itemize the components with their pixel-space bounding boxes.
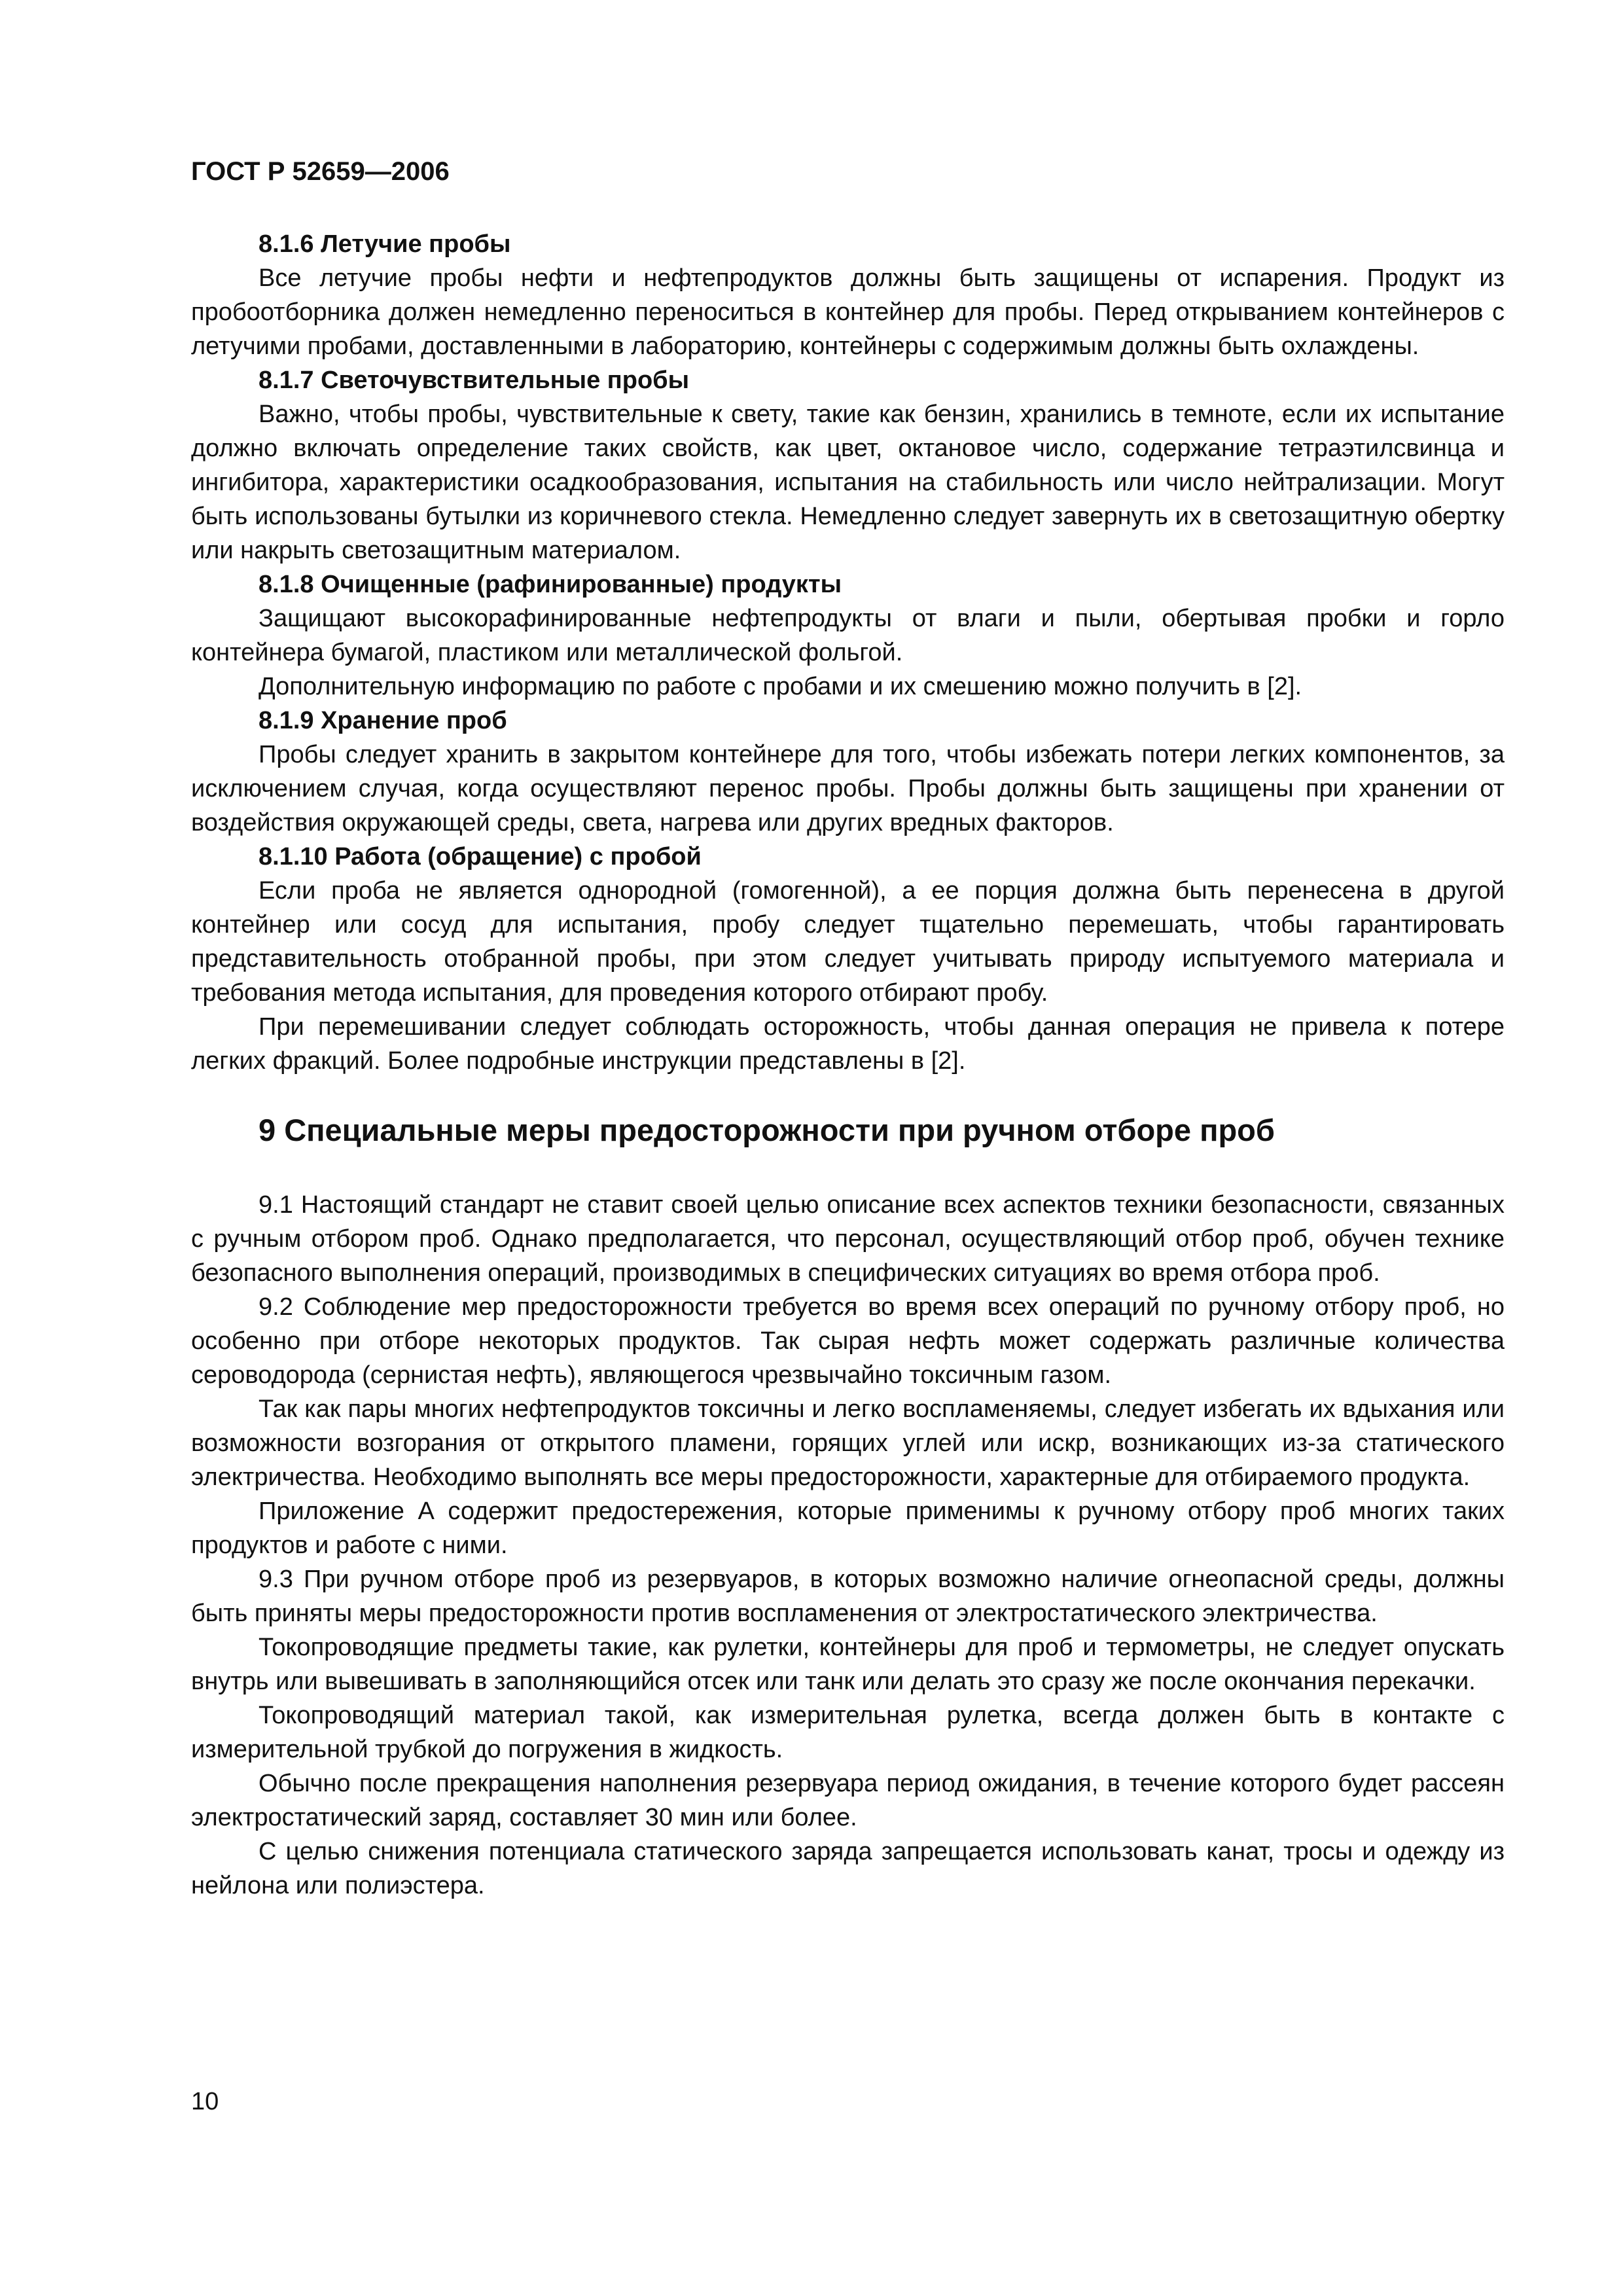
page-number: 10 xyxy=(191,2088,219,2115)
section-9-title: 9 Специальные меры предосторожности при ручном отборе проб xyxy=(259,1113,1275,1147)
paragraph-9-2-annex: Приложение А содержит предостережения, которые применимы к ручному отбору проб многих таких продуктов и работе с ними. xyxy=(191,1498,1505,1559)
paragraph-8-1-7-1: Важно, чтобы пробы, чувствительные к свету, такие как бензин, хранились в темноте, если их испытание должно включать определение таких свойств, как цвет, октановое число, содержание тетраэтилсвинца и ингибитора, характеристики осадкообразования, испытания на стабильность или число нейтрализации. Могут быть использованы бутылки из коричневого стекла. Немедленно следует завернуть их в светозащитную обертку или накрыть светозащитным материалом. xyxy=(191,401,1505,564)
paragraph-9-3-nylon: С целью снижения потенциала статического заряда запрещается использовать канат, тросы и одежду из нейлона или полиэстера. xyxy=(191,1838,1505,1899)
heading-8-1-10: 8.1.10 Работа (обращение) с пробой xyxy=(259,843,702,870)
paragraph-8-1-10-2: При перемешивании следует соблюдать осторожность, чтобы данная операция не привела к потере легких фракций. Более подробные инструкции представлены в [2]. xyxy=(191,1013,1505,1075)
paragraph-8-1-8-2: Дополнительную информацию по работе с пробами и их смешению можно получить в [2]. xyxy=(259,673,1302,700)
heading-8-1-8: 8.1.8 Очищенные (рафинированные) продукты xyxy=(259,571,842,598)
paragraph-9-3-waiting-period: Обычно после прекращения наполнения резервуара период ожидания, в течение которого будет рассеян электростатический заряд, составляет 30 мин или более. xyxy=(191,1770,1505,1831)
heading-8-1-7: 8.1.7 Светочувствительные пробы xyxy=(259,367,690,394)
heading-8-1-6: 8.1.6 Летучие пробы xyxy=(259,230,511,258)
paragraph-8-1-8-1: Защищают высокорафинированные нефтепродукты от влаги и пыли, обертывая пробки и горло контейнера бумагой, пластиком или металлической фольгой. xyxy=(191,605,1505,666)
paragraph-9-2: 9.2 Соблюдение мер предосторожности требуется во время всех операций по ручному отбору проб, но особенно при отборе некоторых продуктов. Так сырая нефть может содержать различные количества сероводорода (сернистая нефть), являющегося чрезвычайно токсичным газом. xyxy=(191,1293,1505,1389)
document-header: ГОСТ Р 52659—2006 xyxy=(191,157,450,186)
paragraph-8-1-6-1: Все летучие пробы нефти и нефтепродуктов должны быть защищены от испарения. Продукт из пробоотборника должен немедленно переноситься в контейнер для пробы. Перед открыванием контейнеров с летучими пробами, доставленными в лабораторию, контейнеры с содержимым должны быть охлаждены. xyxy=(191,264,1505,360)
paragraph-9-1: 9.1 Настоящий стандарт не ставит своей целью описание всех аспектов техники безопасности, связанных с ручным отбором проб. Однако предполагается, что персонал, осуществляющий отбор проб, обучен технике безопасного выполнения операций, производимых в специфических ситуациях во время отбора проб. xyxy=(191,1191,1505,1287)
document-page xyxy=(191,157,1505,1903)
paragraph-8-1-10-1: Если проба не является однородной (гомогенной), а ее порция должна быть перенесена в другой контейнер или сосуд для испытания, пробу следует тщательно перемешать, чтобы гарантировать представительность отобранной пробы, при этом следует учитывать природу испытуемого материала и требования метода испытания, для проведения которого отбирают пробу. xyxy=(191,877,1505,1007)
paragraph-9-3-conductive-objects: Токопроводящие предметы такие, как рулетки, контейнеры для проб и термометры, не следует опускать внутрь или вывешивать в заполняющийся отсек или танк или делать это сразу же после окончания перекачки. xyxy=(191,1634,1505,1695)
paragraph-8-1-9-1: Пробы следует хранить в закрытом контейнере для того, чтобы избежать потери легких компонентов, за исключением случая, когда осуществляют перенос пробы. Пробы должны быть защищены при хранении от воздействия окружающей среды, света, нагрева или других вредных факторов. xyxy=(191,741,1505,836)
heading-8-1-9: 8.1.9 Хранение проб xyxy=(259,707,507,734)
paragraph-9-3-conductive-material: Токопроводящий материал такой, как измерительная рулетка, всегда должен быть в контакте с измерительной трубкой до погружения в жидкость. xyxy=(191,1702,1505,1763)
paragraph-9-3: 9.3 При ручном отборе проб из резервуаров, в которых возможно наличие огнеопасной среды, должны быть приняты меры предосторожности против воспламенения от электростатического электричества. xyxy=(191,1566,1505,1627)
paragraph-9-2-vapors: Так как пары многих нефтепродуктов токсичны и легко воспламеняемы, следует избегать их вдыхания или возможности возгорания от открытого пламени, горящих углей или искр, возникающих из-за статического электричества. Необходимо выполнять все меры предосторожности, характерные для отбираемого продукта. xyxy=(191,1395,1505,1491)
